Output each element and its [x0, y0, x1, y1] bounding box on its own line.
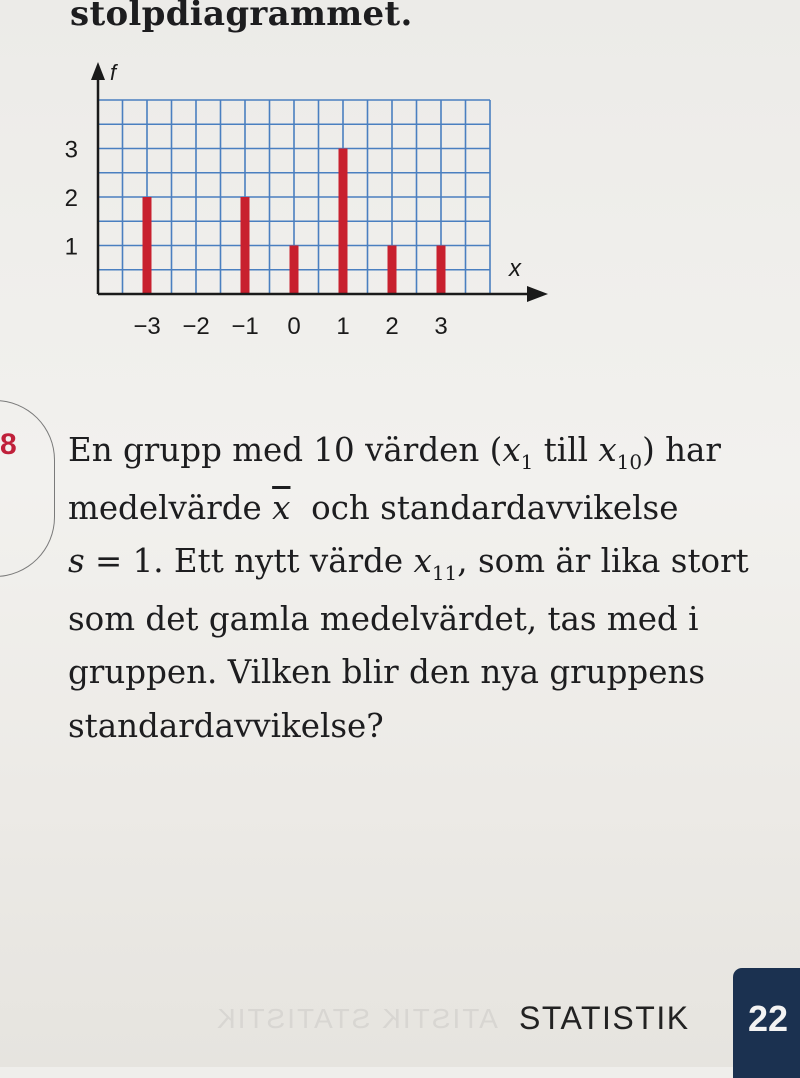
y-axis-arrow [91, 62, 105, 80]
y-tick-label: 3 [64, 136, 78, 164]
problem-line-1: En grupp med 10 värden ($x_1$ till $x_{10}$) har [68, 431, 721, 474]
y-axis-label: f [110, 60, 117, 85]
x-tick-label: 2 [385, 313, 399, 340]
bar [388, 246, 397, 295]
x-tick-label: 0 [287, 313, 301, 340]
x-axis-arrow [527, 286, 548, 302]
y-tick-label: 2 [64, 185, 78, 212]
problem-text [68, 424, 793, 753]
x-tick-label: −3 [133, 313, 161, 340]
problem-line-4: som det gamla medelvärdet, tas med i [68, 599, 699, 638]
bar [437, 246, 446, 295]
problem-line-2: medelvärde $\overline{x}$ och standardavvikelse [68, 488, 679, 527]
problem-line-6: standardavvikelse? [68, 706, 384, 745]
bar [290, 246, 299, 295]
bar [241, 197, 250, 294]
bar [339, 149, 348, 295]
problem-number: 8 [0, 428, 17, 461]
bar-chart [0, 0, 800, 360]
show-through-text: ATISTIK STATISTIK [215, 1003, 498, 1034]
x-tick-label: −2 [182, 313, 210, 340]
heading-text: stolpdiagrammet. [70, 0, 413, 34]
x-axis-label: x [509, 255, 521, 282]
chart-axes [91, 62, 548, 302]
page-number: 22 [748, 998, 789, 1039]
x-tick-label: 3 [434, 313, 448, 340]
x-tick-label: 1 [336, 313, 350, 340]
bar [143, 197, 152, 294]
problem-line-3: s = 1. Ett nytt värde $x_{11}$, som är lika stort [68, 542, 749, 585]
problem-line-5: gruppen. Vilken blir den nya gruppens [68, 653, 706, 691]
x-tick-label: −1 [231, 313, 259, 340]
y-tick-label: 1 [64, 233, 78, 261]
section-label: STATISTIK [519, 1000, 690, 1036]
